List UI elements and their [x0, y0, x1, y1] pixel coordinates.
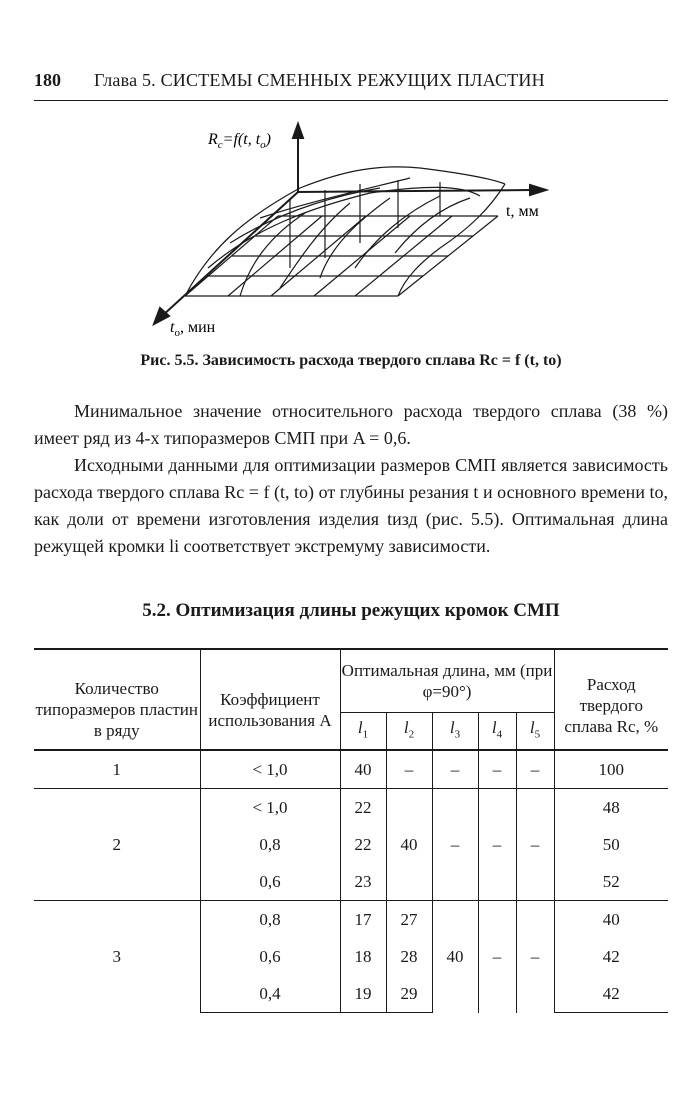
cell-rate: 42 — [554, 975, 668, 1013]
z-axis-label: R — [208, 131, 218, 148]
cell-count: 3 — [34, 901, 200, 1013]
page-number: 180 — [34, 70, 61, 90]
cell-l1: 40 — [340, 750, 386, 789]
cell-l3: 40 — [432, 901, 478, 1013]
cell-count: 2 — [34, 789, 200, 901]
cell-l1: 22 — [340, 826, 386, 863]
cell-l3: – — [432, 789, 478, 901]
cell-rate: 52 — [554, 863, 668, 901]
cell-l4: – — [478, 750, 516, 789]
cell-coef: 0,6 — [200, 863, 340, 901]
cell-coef: < 1,0 — [200, 789, 340, 827]
y-axis-unit: , мин — [179, 319, 216, 336]
header-l5: $l_5$ — [516, 713, 554, 751]
cell-l1: 19 — [340, 975, 386, 1013]
table-row — [34, 750, 668, 789]
cell-coef: 0,6 — [200, 938, 340, 975]
svg-text:to, мин — [170, 319, 216, 339]
cell-l2: 29 — [386, 975, 432, 1013]
z-axis-sub: c — [217, 139, 223, 151]
y-axis-label: t — [170, 319, 175, 336]
section-title: 5.2. Оптимизация длины режущих кромок СМП — [142, 600, 560, 621]
header-count: Количество типоразмеров пластин в ряду — [34, 649, 200, 750]
cell-l1: 17 — [340, 901, 386, 939]
header-rate: Расход твердого сплава Rc, % — [554, 649, 668, 750]
cell-l5: – — [516, 750, 554, 789]
cell-l4: – — [478, 789, 516, 901]
cell-rate: 42 — [554, 938, 668, 975]
cell-l2: – — [386, 750, 432, 789]
data-table — [34, 648, 668, 1013]
z-axis-func-sub: o — [260, 139, 266, 151]
header-l1: $l_1$ — [340, 713, 386, 751]
surface-figure — [140, 118, 560, 346]
cell-coef: 0,8 — [200, 901, 340, 939]
cell-rate: 48 — [554, 789, 668, 827]
paragraph-1: Минимальное значение относительного расхода твердого сплава (38 %) имеет ряд из 4-х типоразмеров СМП при A = 0,6. — [34, 401, 668, 448]
cell-l1: 22 — [340, 789, 386, 827]
cell-l5: – — [516, 789, 554, 901]
header-l4: $l_4$ — [478, 713, 516, 751]
x-axis-label: t, мм — [506, 203, 539, 220]
svg-text:Rc=f(t, to) — [207, 131, 271, 151]
table-row — [34, 789, 668, 827]
cell-l2: 40 — [386, 789, 432, 901]
z-axis-func-end: ) — [265, 131, 271, 148]
cell-count: 1 — [112, 759, 121, 779]
y-axis-sub: o — [174, 327, 180, 339]
cell-l5: – — [516, 901, 554, 1013]
cell-l2: 28 — [386, 938, 432, 975]
header-l3: $l_3$ — [432, 713, 478, 751]
cell-l3: – — [432, 750, 478, 789]
cell-l1: 23 — [340, 863, 386, 901]
cell-rate: 50 — [554, 826, 668, 863]
header-coefficient: Коэффициент использования A — [200, 649, 340, 750]
header-l2: $l_2$ — [386, 713, 432, 751]
cell-rate: 40 — [554, 901, 668, 939]
cell-rate: 100 — [554, 750, 668, 789]
cell-l2: 27 — [386, 901, 432, 939]
cell-coef: 0,8 — [200, 826, 340, 863]
cell-coef: 0,4 — [200, 975, 340, 1013]
figure-caption: Рис. 5.5. Зависимость расхода твердого сплава Rc = f (t, to) — [140, 352, 562, 369]
cell-l1: 18 — [340, 938, 386, 975]
header-length: Оптимальная длина, мм (при φ=90°) — [340, 649, 554, 713]
running-head: Глава 5. СИСТЕМЫ СМЕННЫХ РЕЖУЩИХ ПЛАСТИН — [94, 70, 545, 90]
cell-l4: – — [478, 901, 516, 1013]
page-header — [34, 70, 668, 101]
cell-coef: < 1,0 — [200, 750, 340, 789]
table-row — [34, 901, 668, 939]
z-axis-func: =f(t, t — [222, 131, 261, 148]
paragraph-2: Исходными данными для оптимизации размеров СМП является зависимость расхода твердого сплава Rc = f (t, to) от глубины резания t и основного времени to, как доли от времени изготовления изделия tизд (рис. 5.5). Оптимальная длина режущей кромки li соответствует экстремуму зависимости. — [34, 455, 668, 556]
